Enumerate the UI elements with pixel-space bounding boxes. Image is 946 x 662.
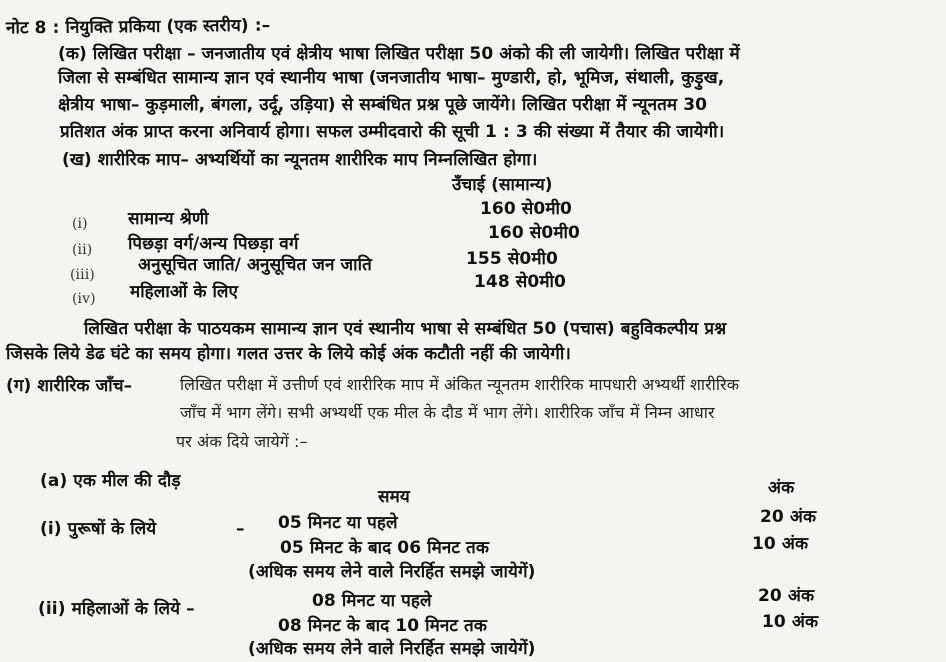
race-time: 05 मिनट या पहले: [278, 513, 398, 533]
note-heading: नोट 8 : नियुक्ति प्रकिया (एक स्तरीय) :–: [5, 15, 271, 39]
height-row-num: (iii): [70, 267, 95, 283]
race-men-label: (i) पुरूषों के लिये: [40, 519, 157, 539]
height-column-header: उँचाई (सामान्य): [452, 175, 553, 195]
race-disqualification-note: (अधिक समय लेने वाले निरर्हित समझे जायेगें): [248, 639, 536, 659]
race-disqualification-note: (अधिक समय लेने वाले निरर्हित समझे जायेगें): [248, 562, 536, 582]
race-marks: 20 अंक: [760, 507, 817, 527]
height-row-num: (iv): [72, 291, 96, 307]
race-men-dash: –: [236, 519, 245, 539]
race-time-header: समय: [378, 487, 410, 507]
height-row-num: (i): [72, 216, 88, 232]
height-row-num: (ii): [72, 242, 93, 258]
race-marks: 20 अंक: [758, 586, 815, 606]
race-time: 08 मिनट या पहले: [312, 591, 432, 611]
height-row-value: 148 से0मी0: [474, 272, 566, 292]
race-time: 08 मिनट के बाद 10 मिनट तक: [278, 616, 488, 636]
written-exam-line-1: (क) लिखित परीक्षा – जनजातीय एवं क्षेत्रीय भाषा लिखित परीक्षा 50 अंको की ली जायेगी। लिखित परीक्षा में: [58, 44, 740, 64]
physical-test-line-3: पर अंक दिये जायेगें :–: [176, 432, 308, 451]
written-exam-line-3: क्षेत्रीय भाषा– कुड़माली, बंगला, उर्दू, उड़िया) से सम्बंधित प्रश्न पूछे जायेंगे। लिखित परीक्षा में न्यूनतम 30: [58, 95, 708, 115]
physical-measurement-heading: (ख) शारीरिक माप– अभ्यर्थियों का न्यूनतम शारीरिक माप निम्नलिखित होगा।: [62, 150, 538, 170]
height-row-category: महिलाओं के लिए: [130, 282, 239, 302]
written-exam-line-4: प्रतिशत अंक प्राप्त करना अनिवार्य होगा। सफल उम्मीदवारो की सूची 1 : 3 की संख्या में तैयार की जायेगी।: [60, 122, 725, 142]
race-marks-header: अंक: [768, 478, 795, 498]
height-row-category: अनुसूचित जाति/ अनुसूचित जन जाति: [138, 255, 372, 275]
syllabus-line-2: जिसके लिये डेढ घंटे का समय होगा। गलत उत्तर के लिये कोई अंक कटौती नहीं की जायेगी।: [6, 344, 571, 364]
height-row-category: सामान्य श्रेणी: [128, 209, 209, 229]
physical-test-label: (ग) शारीरिक जाँच–: [6, 376, 133, 396]
race-time: 05 मिनट के बाद 06 मिनट तक: [280, 538, 490, 558]
height-row-category: पिछड़ा वर्ग/अन्य पिछड़ा वर्ग: [128, 234, 299, 254]
syllabus-line-1: लिखित परीक्षा के पाठयकम सामान्य ज्ञान एवं स्थानीय भाषा से सम्बंधित 50 (पचास) बहुविकल्पीय प्रश्न: [84, 319, 727, 339]
physical-test-line-1: लिखित परीक्षा में उत्तीर्ण एवं शारीरिक माप में अंकित न्यूनतम शारीरिक मापधारी अभ्यर्थी शारीरिक: [180, 375, 740, 394]
race-marks: 10 अंक: [752, 534, 809, 554]
race-marks: 10 अंक: [762, 612, 819, 632]
written-exam-line-2: जिला से सम्बंधित सामान्य ज्ञान एवं स्थानीय भाषा (जनजातीय भाषा– मुण्डारी, हो, भूमिज, संथाली, कुड़ुख,: [58, 68, 725, 88]
height-row-value: 160 से0मी0: [488, 223, 580, 243]
height-row-value: 160 से0मी0: [480, 199, 572, 219]
height-row-value: 155 से0मी0: [466, 249, 558, 269]
race-women-label: (ii) महिलाओं के लिये –: [38, 599, 195, 619]
race-heading: (a) एक मील की दौड़: [40, 471, 181, 491]
physical-test-line-2: जाँच में भाग लेंगे। सभी अभ्यर्थी एक मील के दौड में भाग लेंगे। शारीरिक जाँच में निम्न आधार: [180, 403, 715, 422]
